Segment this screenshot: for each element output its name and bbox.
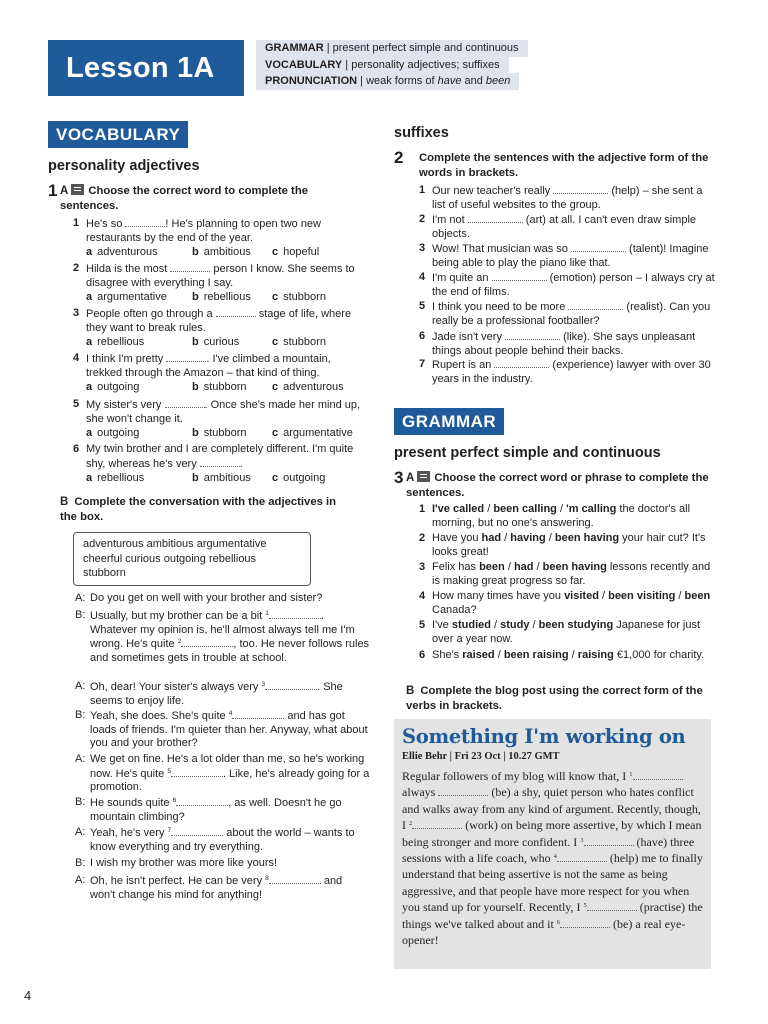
item-text: I think I'm pretty . I've climbed a mountain, trekked through the Amazon – that kind of thing. (86, 353, 331, 379)
dialogue-line (75, 826, 370, 854)
exercise-1a-item (73, 217, 368, 245)
answer-blank[interactable] (571, 242, 626, 252)
option-c[interactable]: c adventurous (272, 381, 344, 393)
blank-number: 3 (580, 836, 584, 844)
item-text: He's so ! He's planning to open two new restaurants by the end of the year. (86, 218, 321, 244)
item-number: 2 (73, 262, 80, 274)
answer-choice[interactable]: been having (554, 532, 620, 544)
answer-blank[interactable] (176, 796, 228, 806)
option-letter: c (272, 472, 279, 484)
dialogue-text: Yeah, he's very $^7$ about the world – wants to know everything and try everything. (90, 827, 355, 853)
answer-blank[interactable] (269, 874, 321, 884)
answer-choice[interactable]: been visiting (608, 590, 676, 602)
answer-choice[interactable]: had (513, 561, 534, 573)
item-text: Our new teacher's really (help) – she sent a list of useful websites to the group. (432, 185, 703, 211)
speaker: B: (75, 796, 86, 808)
item-number: 5 (419, 300, 426, 312)
answer-choice[interactable]: 'm calling (566, 503, 617, 515)
vocabulary-banner: VOCABULARY (48, 121, 188, 148)
answer-blank[interactable] (587, 901, 637, 911)
exercise-1a-item (73, 262, 368, 290)
option-letter: c (272, 336, 279, 348)
item-number: 6 (419, 649, 426, 661)
dialogue-text: He sounds quite $^6$ , as well. Doesn't he go mountain climbing? (90, 797, 342, 823)
speaker: A: (75, 753, 86, 765)
speaker: B: (75, 709, 86, 721)
option-letter: a (86, 427, 93, 439)
page-number: 4 (24, 988, 32, 1003)
exercise-1-number: 1 (48, 181, 58, 200)
option-letter: a (86, 381, 93, 393)
answer-blank[interactable] (633, 770, 683, 780)
answer-blank[interactable] (125, 217, 165, 227)
answer-choice[interactable]: raised (462, 649, 495, 661)
answer-choice[interactable]: been raising (503, 649, 569, 661)
answer-blank[interactable] (171, 826, 223, 836)
word-box-line: adventurous ambitious argumentative (83, 538, 267, 550)
answer-blank[interactable] (494, 358, 549, 368)
speaker: B: (75, 609, 86, 621)
word-box-line: stubborn (83, 567, 126, 579)
dialogue-text: Do you get on well with your brother and sister? (90, 592, 323, 604)
item-text: People often go through a stage of life, where they want to break rules. (86, 308, 352, 334)
speaker: A: (75, 874, 86, 886)
option-letter: b (192, 472, 199, 484)
dialogue-line (75, 857, 370, 871)
answer-blank[interactable] (181, 637, 233, 647)
answer-choice[interactable]: having (510, 532, 546, 544)
answer-blank[interactable] (216, 307, 256, 317)
blank-number: 5 (167, 767, 171, 775)
word-box-line: cheerful curious outgoing rebellious (83, 552, 257, 565)
answer-blank[interactable] (171, 767, 223, 777)
option-b[interactable]: b stubborn (192, 427, 247, 439)
exercise-1a-item (73, 352, 368, 380)
answer-blank[interactable] (412, 819, 462, 829)
option-letter: c (272, 381, 279, 393)
answer-blank[interactable] (557, 852, 607, 862)
blank-number: 6 (172, 797, 177, 804)
blog-body: Regular followers of my blog will know that, I $^1$ always (be) a shy, quiet person who hates conflict and walks away from any kind of argument. Recently, though, I $^2$ (work) on being more assertive, by which I mean being stronger and more confident. I $^3$ (have) three sessions with a life coach, who $^4$ (help) me to finally understand that being assertive is not the same as being aggressive, and that people have more respect for you when you stand up for yourself. Recently, I $^5$ (practise) the things we've talked about and it $^6$ (be) a real eye-opener! (402, 769, 703, 948)
grammar-banner: GRAMMAR (394, 408, 504, 435)
option-c[interactable]: c stubborn (272, 291, 326, 303)
vocabulary-subheading: personality adjectives (48, 158, 200, 174)
blank-number: 2 (409, 820, 413, 828)
blank-number: 4 (228, 710, 233, 717)
exercise-2-item (419, 213, 716, 241)
answer-choice[interactable]: raising (577, 649, 614, 661)
exercise-3-number: 3 (394, 468, 404, 487)
suffixes-heading: suffixes (394, 125, 449, 141)
answer-choice[interactable]: been (479, 561, 505, 573)
option-letter: b (192, 291, 199, 303)
blank-number: 3 (261, 681, 266, 688)
dialogue-text: Oh, dear! Your sister's always very $^3$ . She seems to enjoy life. (90, 681, 343, 707)
option-c[interactable]: c argumentative (272, 427, 353, 439)
answer-options (86, 291, 366, 305)
topic-grammar: GRAMMAR | present perfect simple and continuous (256, 40, 528, 57)
item-text: I've called / been calling / 'm calling the doctor's all morning, but no one's answering. (432, 503, 691, 529)
answer-choice[interactable]: been (684, 590, 711, 602)
option-b[interactable]: b ambitious (192, 472, 251, 484)
lesson-title: Lesson 1A (66, 51, 215, 84)
answer-choice[interactable]: been having (542, 561, 607, 573)
answer-blank[interactable] (269, 609, 321, 619)
item-number: 6 (73, 443, 80, 455)
exercise-2-item (419, 330, 716, 358)
exercise-2-item (419, 242, 716, 270)
blog-post (394, 719, 711, 969)
answer-blank[interactable] (165, 398, 205, 408)
item-text: Hilda is the most person I know. She seems to disagree with everything I say. (86, 263, 355, 289)
exercise-1a-instruction: A Choose the correct word to complete the sentences. (60, 185, 309, 212)
blank-number: 6 (556, 918, 561, 926)
speaker: A: (75, 592, 86, 604)
topic-pronunciation: PRONUNCIATION | weak forms of have and been (256, 73, 519, 90)
item-number: 5 (419, 619, 426, 631)
answer-options (86, 336, 366, 350)
item-text: I've studied / study / been studying Japanese for just over a year now. (432, 619, 701, 645)
speaker: A: (75, 680, 86, 692)
item-text: My sister's very . Once she's made her mind up, she won't change it. (86, 399, 361, 425)
item-number: 4 (73, 352, 80, 364)
answer-blank[interactable] (200, 457, 240, 467)
option-a[interactable]: a outgoing (86, 381, 140, 393)
option-letter: c (272, 291, 279, 303)
exercise-2-number: 2 (394, 148, 404, 167)
exercise-1a-item (73, 307, 368, 335)
option-b[interactable]: b curious (192, 336, 240, 348)
exercise-1a-item (73, 398, 368, 426)
blank-number: 8 (265, 875, 269, 882)
answer-choice[interactable]: I've called (432, 503, 485, 515)
dialogue-text: Yeah, she does. She's quite $^4$ and has got loads of friends. I'm quieter than her. Anyway, what about you and your brother? (90, 710, 368, 749)
exercise-3a-instruction: A Choose the correct word or phrase to complete the sentences. (406, 472, 709, 499)
dialogue-line (75, 609, 370, 665)
option-letter: b (192, 427, 199, 439)
answer-choice[interactable]: had (481, 532, 502, 544)
dialogue-line (75, 874, 370, 902)
answer-options (86, 472, 366, 486)
exercise-3a-item (419, 503, 716, 530)
dialogue-line (75, 753, 370, 795)
answer-choice[interactable]: study (500, 619, 530, 631)
option-letter: c (272, 246, 279, 258)
blank-number: 2 (177, 638, 182, 645)
exercise-2-instruction: Complete the sentences with the adjective form of the words in brackets. (419, 152, 709, 179)
lesson-title-box (48, 40, 244, 96)
answer-choice[interactable]: studied (451, 619, 491, 631)
answer-choice[interactable]: visited (564, 590, 599, 602)
item-number: 6 (419, 330, 426, 342)
option-letter: b (192, 246, 199, 258)
lesson-topics (256, 40, 528, 90)
blank-number: 7 (167, 827, 172, 834)
item-number: 7 (419, 358, 426, 370)
item-text: My twin brother and I are completely different. I'm quite shy, whereas he's very . (86, 443, 354, 470)
answer-blank[interactable] (584, 836, 634, 846)
dialogue-text: Oh, he isn't perfect. He can be very $^8$ and won't change his mind for anything! (90, 875, 343, 901)
answer-options (86, 381, 366, 395)
item-number: 1 (419, 503, 426, 515)
answer-blank[interactable] (568, 300, 623, 310)
option-a[interactable]: a argumentative (86, 291, 167, 303)
exercise-1a-item (73, 443, 368, 471)
item-number: 5 (73, 398, 80, 410)
blank-number: 1 (629, 771, 633, 778)
item-number: 1 (419, 184, 426, 196)
workbook-icon (71, 184, 84, 195)
item-number: 3 (73, 307, 80, 319)
item-text: Rupert is an (experience) lawyer with over 30 years in the industry. (432, 359, 711, 385)
option-letter: a (86, 291, 93, 303)
option-letter: b (192, 381, 199, 393)
item-text: I'm not (art) at all. I can't even draw simple objects. (432, 214, 697, 240)
item-number: 2 (419, 213, 426, 225)
topic-vocabulary: VOCABULARY | personality adjectives; suffixes (256, 57, 509, 74)
blank-number: 1 (265, 610, 269, 617)
answer-blank[interactable] (505, 330, 560, 340)
option-b[interactable]: b ambitious (192, 246, 251, 258)
option-letter: b (192, 336, 199, 348)
option-a[interactable]: a rebellious (86, 472, 145, 484)
exercise-2-item (419, 358, 716, 386)
option-a[interactable]: a outgoing (86, 427, 140, 439)
item-number: 4 (419, 590, 426, 602)
exercise-2-item (419, 271, 716, 299)
answer-options (86, 246, 366, 260)
option-a[interactable]: a rebellious (86, 336, 145, 348)
item-number: 3 (419, 242, 426, 254)
answer-blank[interactable] (492, 271, 547, 281)
item-text: She's raised / been raising / raising €1,000 for charity. (432, 649, 705, 661)
dialogue-line (75, 709, 370, 751)
workbook-icon (417, 471, 430, 482)
answer-blank[interactable] (170, 262, 210, 272)
speaker: B: (75, 857, 86, 869)
option-letter: a (86, 336, 93, 348)
speaker: A: (75, 826, 86, 838)
exercise-3a-item (419, 561, 716, 588)
dialogue-line (75, 592, 370, 606)
exercise-3a-item (419, 590, 716, 617)
dialogue-text: Usually, but my brother can be a bit $^1$ . Whatever my opinion is, he'll almost always tell me I'm wrong. He's quite $^2$ , too. He never follows rules and sometimes gets in trouble at school. (90, 610, 370, 664)
answer-blank[interactable] (438, 786, 488, 796)
answer-choice[interactable]: been calling (493, 503, 557, 515)
item-number: 2 (419, 532, 426, 544)
blog-meta: Ellie Behr | Fri 23 Oct | 10.27 GMT (402, 751, 560, 762)
exercise-3a-item (419, 619, 716, 646)
exercise-3a-item (419, 649, 716, 663)
option-b[interactable]: b rebellious (192, 291, 251, 303)
answer-blank[interactable] (166, 352, 206, 362)
blank-number: 4 (553, 853, 557, 861)
item-number: 3 (419, 561, 426, 573)
option-letter: a (86, 246, 93, 258)
dialogue-line (75, 680, 370, 708)
item-number: 4 (419, 271, 426, 283)
blank-number: 5 (583, 902, 587, 910)
grammar-subheading: present perfect simple and continuous (394, 445, 661, 461)
option-letter: c (272, 427, 279, 439)
option-c[interactable]: c hopeful (272, 246, 320, 258)
answer-blank[interactable] (265, 680, 317, 690)
answer-blank[interactable] (232, 709, 284, 719)
option-a[interactable]: a adventurous (86, 246, 158, 258)
item-text: Wow! That musician was so (talent)! Imagine being able to play the piano like that. (432, 243, 709, 269)
item-text: How many times have you visited / been visiting / been Canada? (432, 590, 711, 616)
word-box (73, 532, 311, 586)
exercise-3b-instruction: B Complete the blog post using the correct form of the verbs in brackets. (406, 685, 703, 712)
item-text: I think you need to be more (realist). Can you really be a professional footballer? (432, 301, 711, 327)
dialogue-line (75, 796, 370, 824)
item-text: Jade isn't very (like). She says unpleasant things about people behind their backs. (432, 331, 696, 357)
exercise-2-item (419, 184, 716, 212)
exercise-2-item (419, 300, 716, 328)
dialogue-text: I wish my brother was more like yours! (90, 857, 278, 869)
answer-choice[interactable]: been studying (538, 619, 614, 631)
exercise-3a-item (419, 532, 716, 559)
answer-options (86, 427, 366, 441)
item-text: I'm quite an (emotion) person – I always cry at the end of films. (432, 272, 715, 298)
answer-blank[interactable] (553, 184, 608, 194)
answer-blank[interactable] (468, 213, 523, 223)
item-text: Have you had / having / been having your hair cut? It's looks great! (432, 532, 706, 558)
option-letter: a (86, 472, 93, 484)
blog-title: Something I'm working on (402, 725, 686, 748)
exercise-1b-instruction: B Complete the conversation with the adjectives in the box. (60, 496, 337, 523)
item-text: Felix has been / had / been having lessons recently and is making great progress so far. (432, 561, 711, 587)
option-c[interactable]: c outgoing (272, 472, 326, 484)
option-b[interactable]: b stubborn (192, 381, 247, 393)
dialogue-text: We get on fine. He's a lot older than me, so he's working now. He's quite $^5$ . Like, he's already going for a promotion. (90, 753, 370, 793)
item-number: 1 (73, 217, 80, 229)
answer-blank[interactable] (560, 918, 610, 928)
option-c[interactable]: c stubborn (272, 336, 326, 348)
